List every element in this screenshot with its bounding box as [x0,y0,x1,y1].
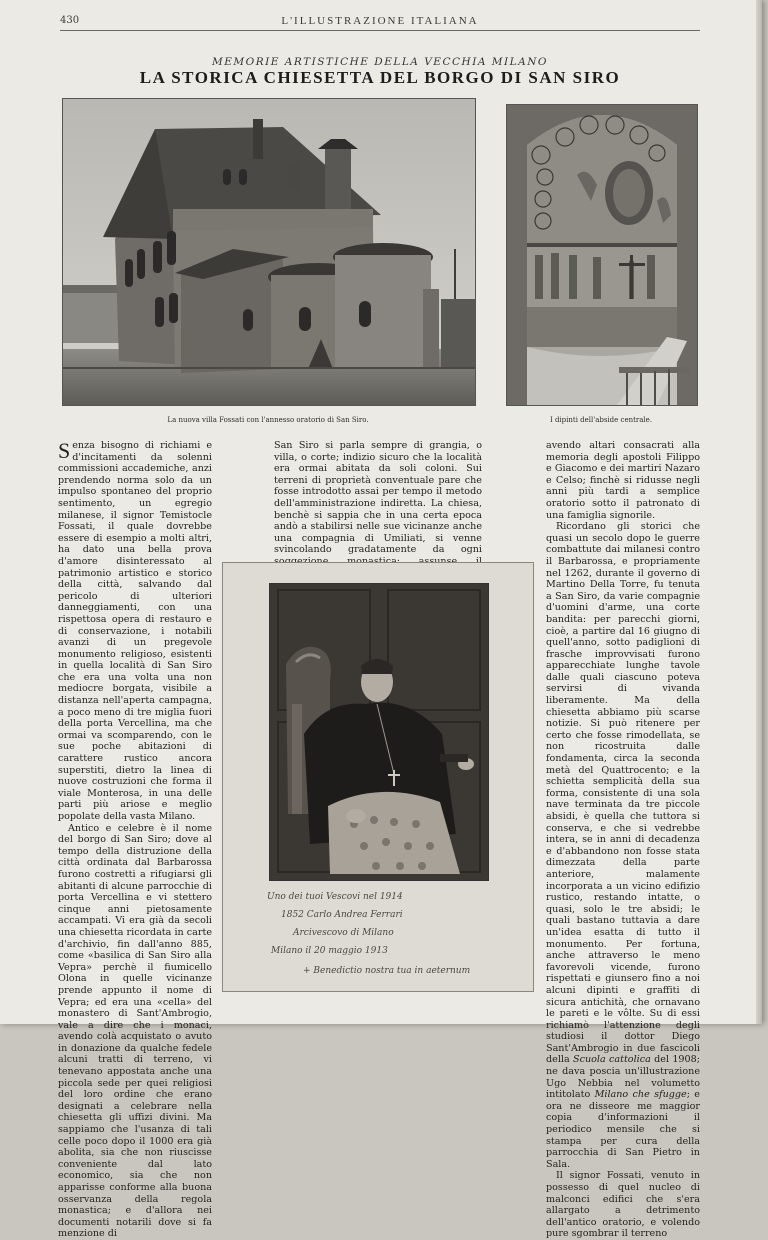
page-number: 430 [60,15,80,26]
cardinal-portrait [269,583,489,881]
paragraph: Antico e celebre è il nome del borgo di San Siro; dove al tempo della distruzione della città ordinata dal Barbarossa furono costretti a rifugiarsi gli abitanti di alcune parrocchie di porta Vercellina e vi stettero cinque anni pietosamente accampati. Vi era già da secoli una chiesetta ricordata in carte d'archivio, fin dall'anno 885, come «basilica di San Siro alla Vepra» perchè il fiumicello Olona in quelle vicinanze prende appunto il nome di Vepra; ed era una «cella» del monastero di Sant'Ambrogio, vale a dire che i monaci, avendo colà acquistato o avuto in donazione da qualche fedele alcuni tratti di terreno, vi tenevano appostata anche una piccola sede per quei religiosi del loro ordine che erano designati a celebrare nella chiesetta gli uffizi divini. Ma sappiamo che l'usanza di tali celle poco dopo il 1000 era già abolita, sia che non riuscisse conveniente dal lato economico, sia che non apparisse conforme alla buona osservanza della regola monastica; e d'allora nei documenti notarili dove si fa menzione di [58,822,212,1240]
letter-line-4: Milano il 20 maggio 1913 [271,946,388,956]
page-edge [756,0,762,1024]
cardinal-illustration [270,584,488,880]
letter-line-3: Arcivescovo di Milano [293,928,394,938]
paragraph: avendo altari consacrati alla memoria degli apostoli Filippo e Giacomo e dei martiri Nazaro e Celso; finchè si ridusse negli anni più tardi a semplice oratorio sotto il patronato di una famiglia signorile. [546,440,700,521]
masthead: L'ILLUSTRAZIONE ITALIANA [281,15,479,27]
paragraph: Il signor Fossati, venuto in possesso di quel nucleo di malconci edifici che s'era allargato a detrimento dell'antico oratorio, e volendo pure sgombrar il terreno [546,1170,700,1240]
apse-caption: I dipinti dell'abside centrale. [549,416,653,424]
drop-cap: S [58,438,71,463]
letter-line-5: + Benedictio nostra tua in aeternum [303,966,471,976]
handwritten-dedication [263,885,493,981]
paragraph: Ricordano gli storici che quasi un secolo dopo le guerre combattute dai milanesi contro il Barbarossa, e propriamente nel 1262, durante il governo di Martino Della Torre, fu tenuta a San Siro, da varie compagnie d'uomini d'arme, una corte bandita: per parecchi giorni, cioè, a partire dal 16 giugno di quell'anno, sotto padiglioni di frasche improvvisati furono apparecchiate lunghe tavole dalle quali ciascuno poteva servirsi di vivanda liberamente. Ma della chiesetta abbiamo più scarse notizie. Si può ritenere per certo che fosse rimodellata, se non ricostruita dalle fondamenta, circa la seconda metà del Quattrocento; e la schietta semplicità della sua forma, consistente di una sola nave terminata da tre piccole absidi, è quella che tuttora si conserva, e che si vedrebbe intera, se in anni di decadenza e d'abbandono non fosse stata dimezzata della parte anteriore, malamente incorporata a un vicino edifizio rustico, restando intatte, o quasi, solo le tre absidi; le quali bastano tuttavia a dare un'idea esatta di tutto il monumento. Per fortuna, anche attraverso le meno favorevoli vicende, furono rispettati e giunsero fino a noi alcuni dipinti e graffiti di sicura antichità, che ornavano le pareti e le vôlte. Su di essi richiamò l'attenzione degli studiosi il dottor Diego Sant'Ambrogio in due fascicoli della Scuola cattolica del 1908; ne dava poscia un'illustrazione Ugo Nebbia nel volumetto intitolato Milano che sfugge; e ora ne disseore me maggior copia d'informazioni il periodico mensile che si stampa per cura della parrocchia di San Pietro in Sala. [546,521,700,1170]
portrait-plate [222,562,534,992]
page-header [60,14,700,31]
text-column-1 [58,438,212,1240]
villa-caption: La nuova villa Fossati con l'annesso oratorio di San Siro. [167,416,369,424]
apse-photo [506,104,698,406]
paragraph: Senza bisogno di richiami e d'incitamenti da solenni commissioni accademiche, anzi prendendo norma solo da un impulso spontaneo del proprio sentimento, un egregio milanese, il signor Temistocle Fossati, il quale dovrebbe essere di esempio a molti altri, ha dato una bella prova d'amore disinteressato al patrimonio artistico e storico della città, salvando dal pericolo di ulteriori danneggiamenti, con una rispettosa opera di restauro e di conservazione, i notabili avanzi di un pregevole monumento religioso, esistenti in quella località di San Siro che era una volta una non mediocre borgata, visibile a distanza nell'aperta campagna, a poco meno di tre miglia fuori della porta Vercellina, ma che ormai va scomparendo, con le sue poche abitazioni di carattere rustico ancora superstiti, dietro la linea di nuove costruzioni che forma il viale Monterosa, in una delle parti più ariose e meglio popolate della vasta Milano. [58,438,212,822]
villa-illustration [63,99,475,405]
text-column-3 [546,440,700,1240]
paragraph: San Siro si parla sempre di grangia, o villa, o corte; indizio sicuro che la località era ormai abitata da soli coloni. Sui terreni di proprietà conventuale pare che fosse introdotto assai per tempo il metodo dell'amministrazione indiretta. La chiesa, benchè si sappia che in una certa epoca andò a stabilirsi nelle sue vicinanze anche una compagnia di Umiliati, si venne svincolando gradatamente da ogni [274,440,482,556]
article-title: LA STORICA CHIESETTA DEL BORGO DI SAN SIRO [139,68,621,87]
handwriting-illustration [263,885,493,981]
article-kicker: MEMORIE ARTISTICHE DELLA VECCHIA MILANO [211,56,549,68]
villa-photo [62,98,476,406]
letter-line-1: Uno dei tuoi Vescovi nel 1914 [267,892,403,902]
apse-fresco-illustration [507,105,697,405]
text-column-2 [274,440,482,556]
letter-line-2: 1852 Carlo Andrea Ferrari [281,910,403,920]
